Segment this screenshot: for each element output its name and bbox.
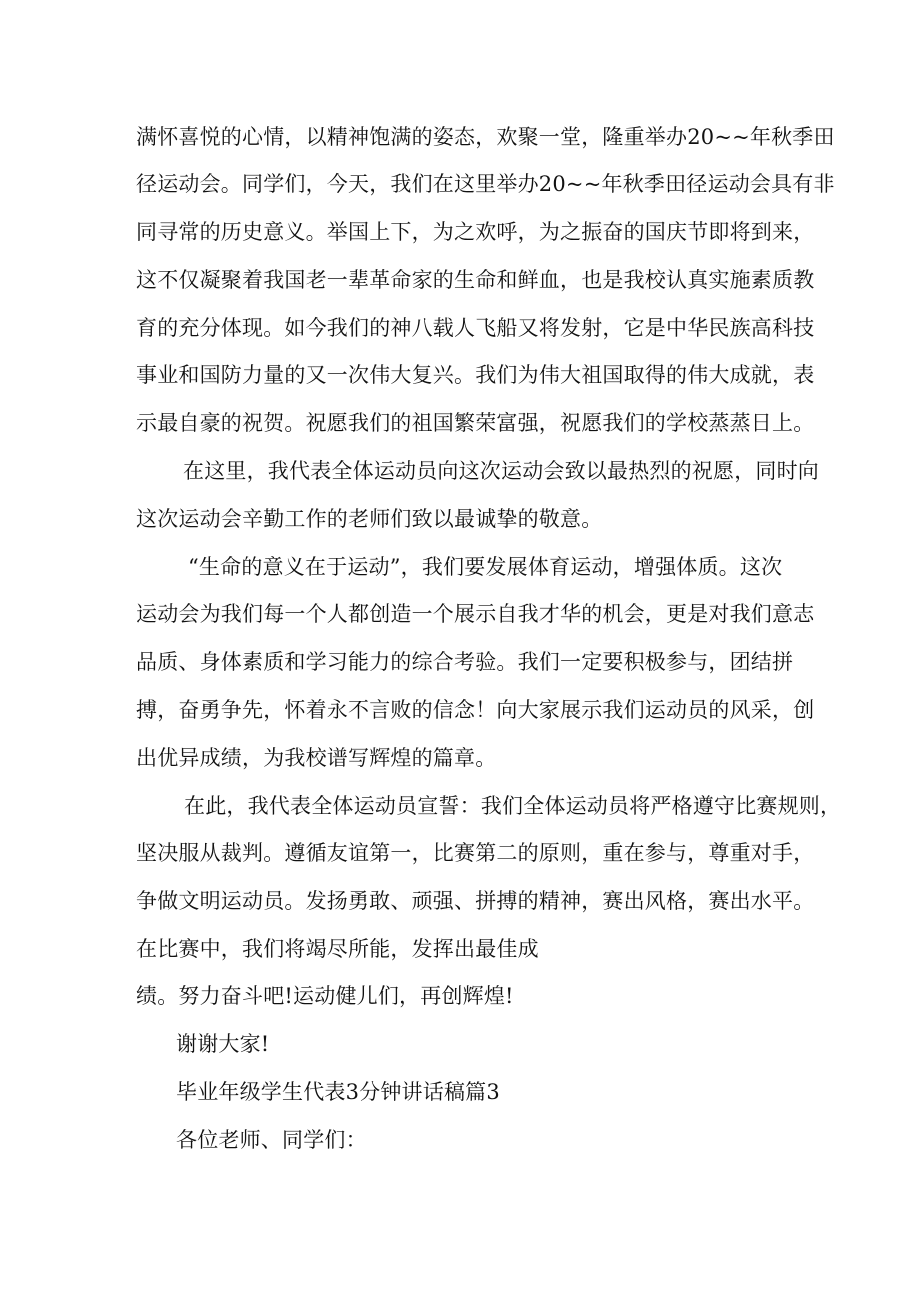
- paragraph-1-line-4: 这不仅凝聚着我国老一辈革命家的生命和鲜血，也是我校认真实施素质教: [136, 268, 815, 292]
- paragraph-3-line-3: 品质、身体素质和学习能力的综合考验。我们一定要积极参与，团结拼: [136, 650, 794, 674]
- paragraph-1-line-6: 事业和国防力量的又一次伟大复兴。我们为伟大祖国取得的伟大成就，表: [136, 363, 815, 387]
- paragraph-4-line-3: 争做文明运动员。发扬勇敢、顽强、拼搏的精神，赛出风格，赛出水平。: [136, 889, 815, 913]
- paragraph-4-line-5: 绩。努力奋斗吧!运动健儿们，再创辉煌!: [136, 984, 514, 1008]
- paragraph-2-line-1: 在这里，我代表全体运动员向这次运动会致以最热烈的祝愿，同时向: [183, 459, 819, 483]
- paragraph-1-line-1: 满怀喜悦的心情，以精神饱满的姿态，欢聚一堂，隆重举办20~~年秋季田: [136, 125, 835, 149]
- thanks-line: 谢谢大家!: [176, 1032, 270, 1056]
- paragraph-4-line-1: 在此，我代表全体运动员宣誓：我们全体运动员将严格遵守比赛规则，: [184, 794, 842, 818]
- paragraph-3-line-4: 搏，奋勇争先，怀着永不言败的信念！向大家展示我们运动员的风采，创: [136, 698, 815, 722]
- paragraph-4-line-2: 坚决服从裁判。遵循友谊第一，比赛第二的原则，重在参与，尊重对手，: [136, 841, 815, 865]
- paragraph-2-line-2: 这次运动会辛勤工作的老师们致以最诚挚的敬意。: [136, 507, 603, 531]
- paragraph-1-line-2: 径运动会。同学们，今天，我们在这里举办20~~年秋季田径运动会具有非: [136, 172, 835, 196]
- salutation-line: 各位老师、同学们：: [176, 1128, 367, 1152]
- paragraph-1-line-3: 同寻常的历史意义。举国上下，为之欢呼，为之振奋的国庆节即将到来，: [136, 220, 815, 244]
- paragraph-1-line-5: 育的充分体现。如今我们的神八载人飞船又将发射，它是中华民族高科技: [136, 316, 815, 340]
- section-title: 毕业年级学生代表3分钟讲话稿篇3: [176, 1080, 500, 1104]
- paragraph-3-line-5: 出优异成绩，为我校谱写辉煌的篇章。: [136, 746, 497, 770]
- paragraph-4-line-4: 在比赛中，我们将竭尽所能，发挥出最佳成: [136, 937, 539, 961]
- paragraph-1-line-7: 示最自豪的祝贺。祝愿我们的祖国繁荣富强，祝愿我们的学校蒸蒸日上。: [136, 411, 815, 435]
- paragraph-3-line-1: “生命的意义在于运动”，我们要发展体育运动，增强体质。这次: [188, 555, 783, 579]
- paragraph-3-line-2: 运动会为我们每一个人都创造一个展示自我才华的机会，更是对我们意志: [136, 602, 815, 626]
